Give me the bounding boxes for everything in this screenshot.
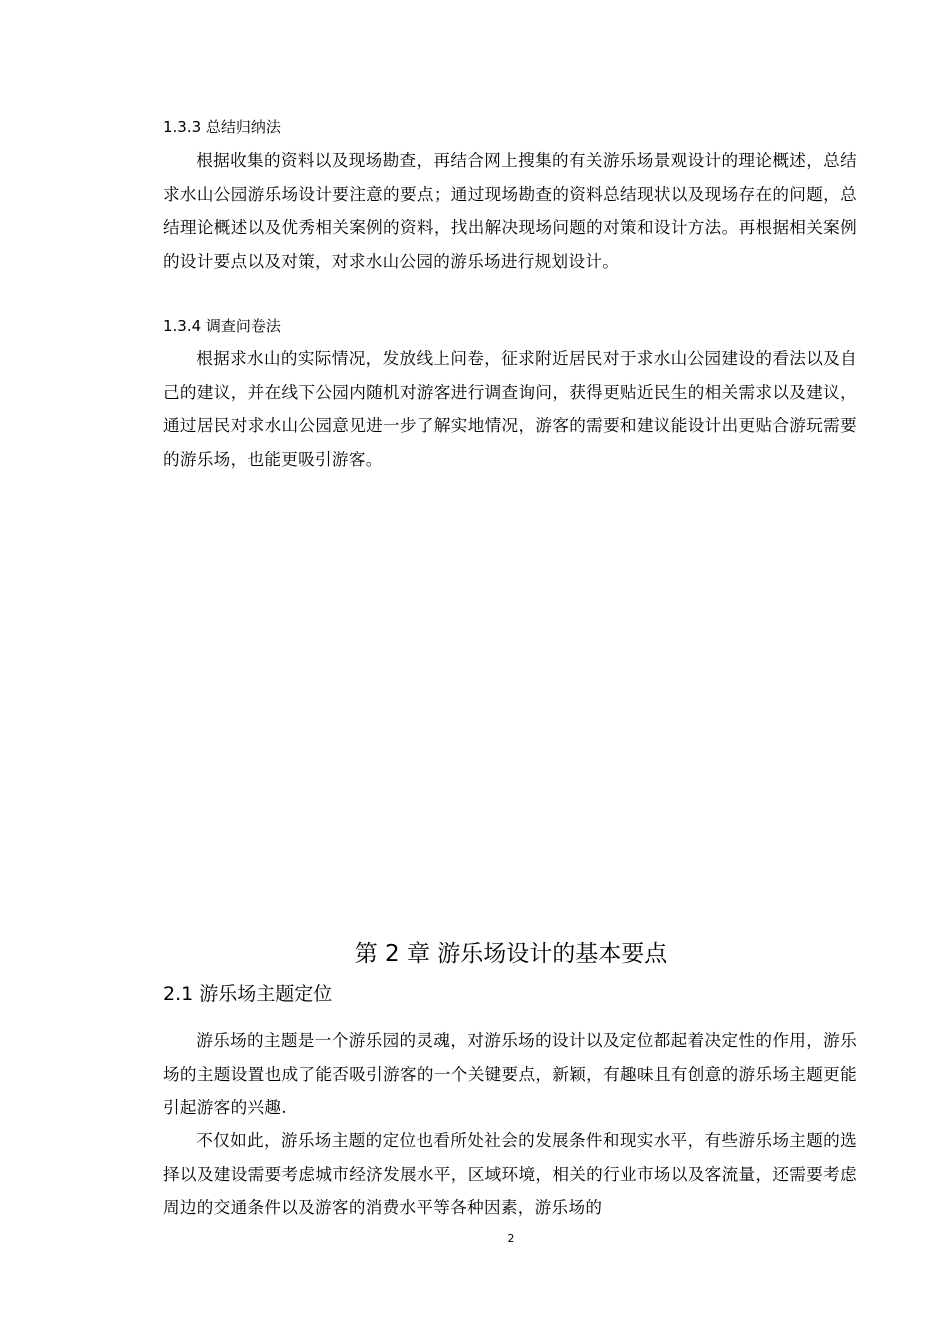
section-heading-1-3-3: 1.3.3 总结归纳法: [163, 118, 281, 136]
chapter-title: 第 2 章 游乐场设计的基本要点: [354, 941, 668, 967]
page-number: 2: [507, 1232, 515, 1245]
section-heading-2-1: 2.1 游乐场主题定位: [163, 983, 333, 1005]
paragraph-1-3-4: 根据求水山的实际情况，发放线上问卷，征求附近居民对于求水山公园建设的看法以及自己的建议，并在线下公园内随机对游客进行调查询问，获得更贴近民生的相关需求以及建议，通过居民对求水山公园意见进一步了解实地情况，游客的需要和建议能设计出更贴合游玩需要的游乐场，也能更吸引游客。: [163, 349, 857, 469]
paragraph-2-1-1: 游乐场的主题是一个游乐园的灵魂，对游乐场的设计以及定位都起着决定性的作用，游乐场的主题设置也成了能否吸引游客的一个关键要点，新颖，有趣味且有创意的游乐场主题更能引起游客的兴趣.: [163, 1031, 857, 1117]
paragraph-2-1-2: 不仅如此，游乐场主题的定位也看所处社会的发展条件和现实水平，有些游乐场主题的选择以及建设需要考虑城市经济发展水平，区域环境，相关的行业市场以及客流量，还需要考虑周边的交通条件以及游客的消费水平等各种因素，游乐场的: [163, 1131, 857, 1217]
section-heading-1-3-4: 1.3.4 调查问卷法: [163, 317, 281, 335]
paragraph-1-3-3: 根据收集的资料以及现场勘查，再结合网上搜集的有关游乐场景观设计的理论概述，总结求水山公园游乐场设计要注意的要点；通过现场勘查的资料总结现状以及现场存在的问题，总结理论概述以及优秀相关案例的资料，找出解决现场问题的对策和设计方法。再根据相关案例的设计要点以及对策，对求水山公园的游乐场进行规划设计。: [163, 151, 857, 271]
